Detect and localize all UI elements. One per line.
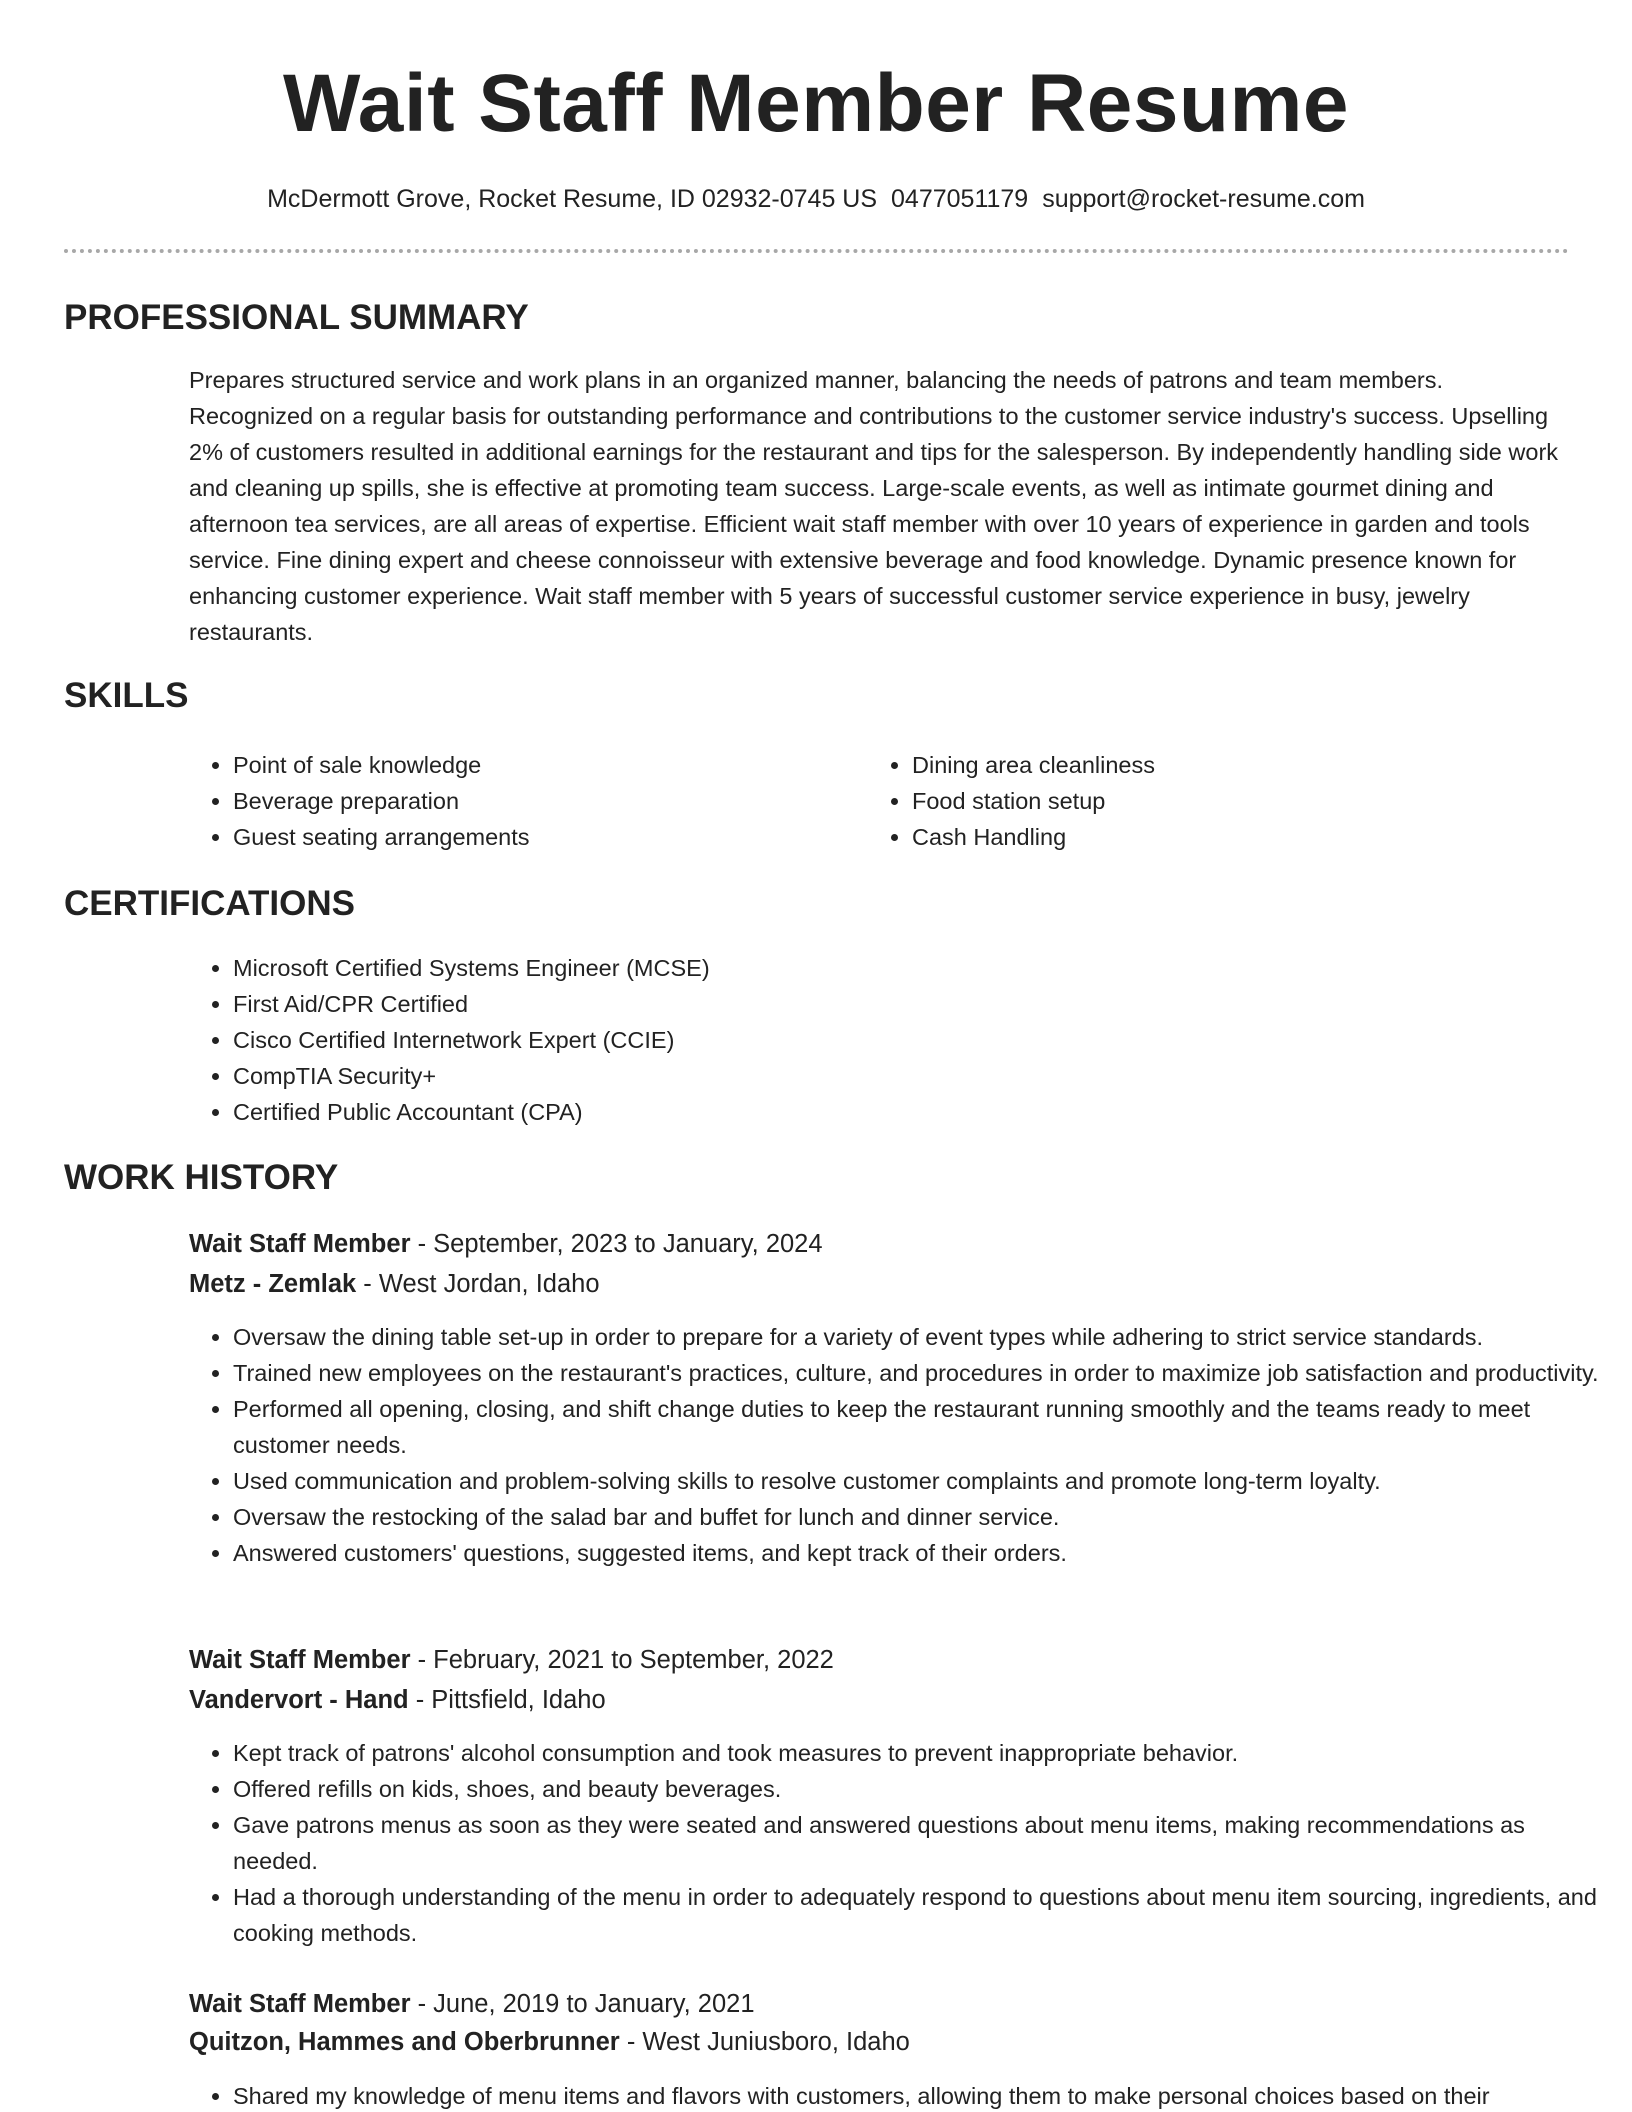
- skills-list-left: [189, 747, 853, 855]
- job-company: Vandervort - Hand: [189, 1686, 409, 1714]
- job-role: Wait Staff Member: [189, 1230, 411, 1258]
- job-duty: • Trained new employees on the restaurant's practices, culture, and procedures in order to maximize job satisfaction and productivity.: [233, 1355, 1613, 1391]
- job-location: - Pittsfield, Idaho: [408, 1686, 606, 1714]
- job-duty: • Used communication and problem-solving skills to resolve customer complaints and promote long-term loyalty.: [233, 1463, 1613, 1499]
- certifications-list: [189, 950, 1613, 1130]
- job-role: Wait Staff Member: [189, 1646, 411, 1674]
- job-company-line: [189, 2024, 910, 2060]
- work-history-heading: WORK HISTORY: [64, 1158, 339, 1197]
- skills-list-right: [868, 747, 1592, 855]
- job-role: Wait Staff Member: [189, 1990, 411, 2018]
- job-duties-list: [189, 1319, 1613, 1571]
- job-duty: • Oversaw the restocking of the salad bar and buffet for lunch and dinner service.: [233, 1499, 1613, 1535]
- certification-item: • First Aid/CPR Certified: [233, 986, 1613, 1022]
- summary-text: Prepares structured service and work plans in an organized manner, balancing the needs of patrons and team members. Recognized on a regular basis for outstanding performance and contributions to the customer service industry's success. Upselling 2% of customers resulted in additional earnings for the restaurant and tips for the salesperson. By independently handling side work and cleaning up spills, she is effective at promoting team success. Large-scale events, as well as intimate gourmet dining and afternoon tea services, are all areas of expertise. Efficient wait staff member with over 10 years of experience in garden and tools service. Fine dining expert and cheese connoisseur with extensive beverage and food knowledge. Dynamic presence known for enhancing customer experience. Wait staff member with 5 years of successful customer service experience in busy, jewelry restaurants.: [189, 367, 1559, 645]
- summary-heading: PROFESSIONAL SUMMARY: [64, 298, 529, 337]
- skill-item: • Guest seating arrangements: [233, 819, 853, 855]
- job-duty: • Answered customers' questions, suggested items, and kept track of their orders.: [233, 1535, 1613, 1571]
- resume-title: Wait Staff Member Resume: [282, 58, 1350, 149]
- job-duties-list: [189, 2078, 1632, 2112]
- job-company: Metz - Zemlak: [189, 1270, 357, 1298]
- job-duty: • Offered refills on kids, shoes, and beauty beverages.: [233, 1771, 1613, 1807]
- skill-item: • Point of sale knowledge: [233, 747, 853, 783]
- contact-line: [0, 182, 1632, 216]
- certification-item: • CompTIA Security+: [233, 1058, 1613, 1094]
- job-duty: • Had a thorough understanding of the menu in order to adequately respond to questions about menu item sourcing, ingredients, and cooking methods.: [233, 1879, 1613, 1951]
- contact-phone: 0477051179: [891, 185, 1029, 213]
- skill-item: • Cash Handling: [912, 819, 1592, 855]
- job-title-line: [189, 1642, 834, 1678]
- job-title-line: [189, 1986, 755, 2022]
- job-company: Quitzon, Hammes and Oberbrunner: [189, 2028, 620, 2056]
- skill-item: • Food station setup: [912, 783, 1592, 819]
- job-duty: • Shared my knowledge of menu items and flavors with customers, allowing them to make personal choices based on their: [233, 2078, 1632, 2112]
- job-location: - West Jordan, Idaho: [356, 1270, 600, 1298]
- skill-item: • Dining area cleanliness: [912, 747, 1592, 783]
- job-duty: • Kept track of patrons' alcohol consumption and took measures to prevent inappropriate behavior.: [233, 1735, 1613, 1771]
- job-company-line: [189, 1266, 600, 1302]
- job-location: - West Juniusboro, Idaho: [619, 2028, 910, 2056]
- job-title-line: [189, 1226, 823, 1262]
- job-dates: - September, 2023 to January, 2024: [410, 1230, 823, 1258]
- header-divider: [64, 249, 1569, 253]
- certification-item: • Certified Public Accountant (CPA): [233, 1094, 1613, 1130]
- contact-address: McDermott Grove, Rocket Resume, ID 02932-0745 US: [267, 185, 878, 213]
- certification-item: • Cisco Certified Internetwork Expert (CCIE): [233, 1022, 1613, 1058]
- job-duty: • Performed all opening, closing, and shift change duties to keep the restaurant running smoothly and the teams ready to meet customer needs.: [233, 1391, 1613, 1463]
- certification-item: • Microsoft Certified Systems Engineer (MCSE): [233, 950, 1613, 986]
- job-dates: - February, 2021 to September, 2022: [410, 1646, 834, 1674]
- job-duties-list: [189, 1735, 1613, 1951]
- job-duty: • Gave patrons menus as soon as they were seated and answered questions about menu items, making recommendations as needed.: [233, 1807, 1613, 1879]
- job-company-line: [189, 1682, 606, 1718]
- contact-email[interactable]: support@rocket-resume.com: [1042, 185, 1365, 213]
- job-dates: - June, 2019 to January, 2021: [410, 1990, 755, 2018]
- skills-heading: SKILLS: [64, 676, 189, 715]
- job-duty: • Oversaw the dining table set-up in order to prepare for a variety of event types while adhering to strict service standards.: [233, 1319, 1613, 1355]
- certifications-heading: CERTIFICATIONS: [64, 884, 356, 923]
- skill-item: • Beverage preparation: [233, 783, 853, 819]
